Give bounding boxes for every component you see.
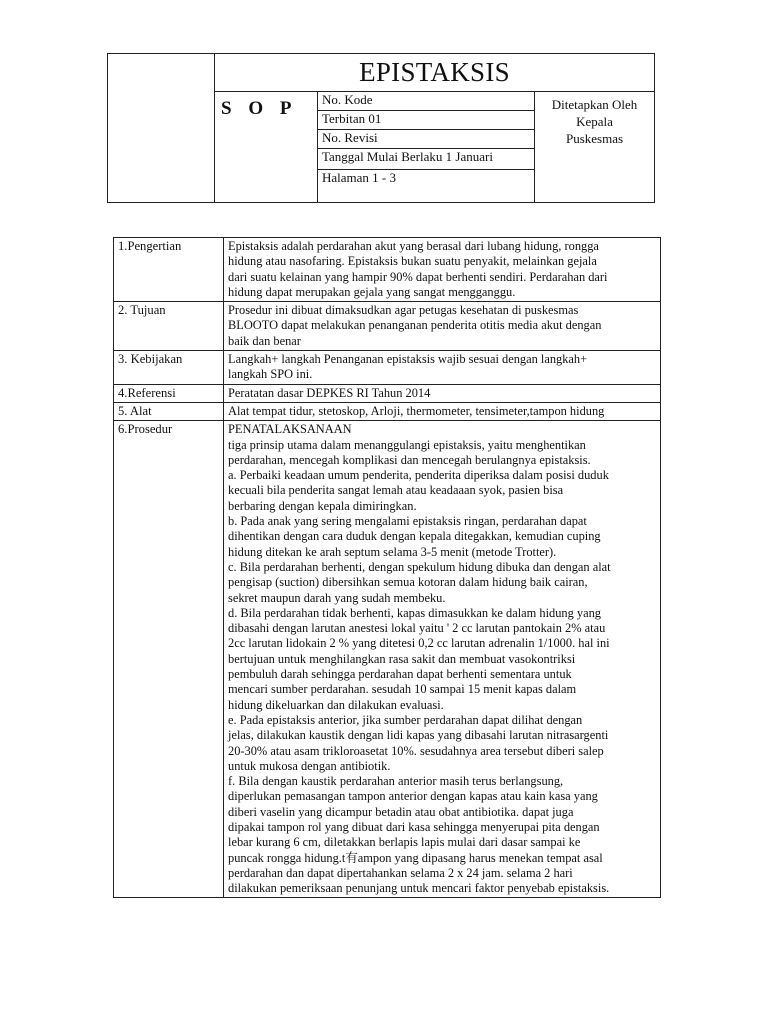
row-content bbox=[224, 351, 661, 385]
content-line: e. Pada epistaksis anterior, jika sumber perdarahan dapat dilihat dengan bbox=[228, 712, 583, 727]
content-line: mencari sumber perdarahan. sesudah 10 sampai 15 menit kapas dalam bbox=[228, 682, 577, 697]
meta-page: Halaman 1 - 3 bbox=[322, 170, 397, 185]
content-line: jelas, dilakukan kaustik dengan lidi kapas yang dibasahi larutan nitrasargenti bbox=[228, 728, 609, 743]
content-line: d. Bila perdarahan tidak berhenti, kapas dimasukkan ke dalam hidung yang bbox=[228, 605, 601, 620]
content-line: hidung dapat merupakan gejala yang sangat mengganggu. bbox=[228, 284, 516, 299]
sop-content-table bbox=[113, 237, 661, 898]
document-meta bbox=[318, 92, 535, 202]
row-label: 5. Alat bbox=[114, 402, 224, 420]
meta-edition: Terbitan 01 bbox=[318, 111, 535, 130]
content-line: hidung atau nasofaring. Epistaksis bukan suatu penyakit, melainkan gejala bbox=[228, 254, 597, 269]
content-line: kecuali bila penderita sangat lemah atau keadaaan syok, pasien bisa bbox=[228, 483, 564, 498]
assigned-by bbox=[535, 92, 654, 202]
content-line: bertujuan untuk menghilangkan rasa sakit dan membuat vasokontriksi bbox=[228, 651, 576, 666]
content-line: f. Bila dengan kaustik perdarahan anterior masih terus berlangsung, bbox=[228, 774, 564, 789]
content-line: dari suatu kelainan yang hampir 90% dapat berhenti sendiri. Perdarahan dari bbox=[228, 269, 608, 284]
assigned-by-line: Kepala bbox=[576, 114, 613, 129]
row-label: 4.Referensi bbox=[114, 384, 224, 402]
content-line: BLOOTO dapat melakukan penanganan penderita otitis media akut dengan bbox=[228, 318, 602, 333]
content-line: pembuluh darah sehingga perdarahan dapat berhenti sementara untuk bbox=[228, 667, 572, 682]
content-line: dibasahi dengan larutan anestesi lokal yaitu ' 2 cc larutan pantokain 2% atau bbox=[228, 621, 606, 636]
content-line: b. Pada anak yang sering mengalami epistaksis ringan, perdarahan dapat bbox=[228, 514, 587, 529]
row-content bbox=[224, 238, 661, 302]
content-line: langkah SPO ini. bbox=[228, 367, 313, 382]
content-line: Peratatan dasar DEPKES RI Tahun 2014 bbox=[228, 385, 431, 400]
row-content bbox=[224, 302, 661, 351]
sop-row bbox=[114, 302, 661, 351]
row-label: 6.Prosedur bbox=[114, 421, 224, 898]
content-line: 2cc larutan lidokain 2 % yang ditetesi 0,2 cc larutan adrenalin 1/1000. hal ini bbox=[228, 636, 610, 651]
content-line: dihentikan dengan cara duduk dengan kepala ditegakkan, kemudian cuping bbox=[228, 529, 601, 544]
content-line: dipakai tampon rol yang dibuat dari kasa sehingga menyerupai pita dengan bbox=[228, 819, 600, 834]
sop-row bbox=[114, 384, 661, 402]
content-line: pengisap (suction) dibersihkan semua kotoran dalam hidung baik cairan, bbox=[228, 575, 588, 590]
row-content bbox=[224, 384, 661, 402]
sop-row bbox=[114, 421, 661, 898]
sop-header-table bbox=[107, 53, 655, 203]
meta-code: No. Kode bbox=[318, 92, 535, 111]
content-line: Alat tempat tidur, stetoskop, Arloji, thermometer, tensimeter,tampon hidung bbox=[228, 403, 605, 418]
sop-row bbox=[114, 402, 661, 420]
row-content bbox=[224, 421, 661, 898]
content-line: Prosedur ini dibuat dimaksudkan agar petugas kesehatan di puskesmas bbox=[228, 303, 579, 318]
meta-effective-date: Tanggal Mulai Berlaku 1 Januari bbox=[318, 149, 535, 170]
row-content bbox=[224, 402, 661, 420]
content-line: perdarahan, mencegah komplikasi dan mencegah berulangnya epistaksis. bbox=[228, 452, 591, 467]
content-line: 20-30% atau asam trikloroasetat 10%. sesudahnya area tersebut diberi salep bbox=[228, 743, 604, 758]
sop-row bbox=[114, 238, 661, 302]
content-line: diberi vaselin yang dicampur betadin atau obat antibiotika. dapat juga bbox=[228, 804, 574, 819]
row-label: 3. Kebijakan bbox=[114, 351, 224, 385]
content-line: untuk mukosa dengan antibiotik. bbox=[228, 758, 391, 773]
content-line: puncak rongga hidung.t有ampon yang dipasang harus menekan tempat asal bbox=[228, 850, 603, 865]
sop-row bbox=[114, 351, 661, 385]
content-line: PENATALAKSANAAN bbox=[228, 422, 352, 437]
row-label: 2. Tujuan bbox=[114, 302, 224, 351]
content-line: tiga prinsip utama dalam menanggulangi epistaksis, yaitu menghentikan bbox=[228, 437, 586, 452]
content-line: hidung ditekan ke arah septum selama 3-5 menit (metode Trotter). bbox=[228, 544, 557, 559]
document-title: EPISTAKSIS bbox=[215, 54, 654, 92]
content-line: sekret maupun darah yang sudah membeku. bbox=[228, 590, 446, 605]
content-line: hidung dikeluarkan dan dilakukan evaluasi. bbox=[228, 697, 444, 712]
meta-revision: No. Revisi bbox=[318, 130, 535, 149]
content-line: Langkah+ langkah Penanganan epistaksis wajib sesuai dengan langkah+ bbox=[228, 352, 588, 367]
logo-cell bbox=[108, 54, 215, 202]
assigned-by-line: Puskesmas bbox=[565, 131, 624, 146]
row-label: 1.Pengertian bbox=[114, 238, 224, 302]
content-line: berbaring dengan kepala dimiringkan. bbox=[228, 498, 417, 513]
content-line: dilakukan pemeriksaan penunjang untuk mencari faktor penyebab epistaksis. bbox=[228, 881, 610, 896]
assigned-by-line: Ditetapkan Oleh bbox=[551, 97, 638, 112]
content-line: lebar kurang 6 cm, diletakkan berlapis lapis mulai dari dasar sampai ke bbox=[228, 835, 581, 850]
content-line: a. Perbaiki keadaan umum penderita, penderita diperiksa dalam posisi duduk bbox=[228, 468, 609, 483]
sop-label: S O P bbox=[215, 92, 318, 202]
content-line: baik dan benar bbox=[228, 333, 301, 348]
content-line: Epistaksis adalah perdarahan akut yang berasal dari lubang hidung, rongga bbox=[228, 239, 599, 253]
content-line: c. Bila perdarahan berhenti, dengan spekulum hidung dibuka dan dengan alat bbox=[228, 559, 611, 574]
content-line: perdarahan dan dapat dipertahankan selama 2 x 24 jam. selama 2 hari bbox=[228, 865, 573, 880]
content-line: diperlukan pemasangan tampon anterior dengan kapas atau kain kasa yang bbox=[228, 789, 598, 804]
